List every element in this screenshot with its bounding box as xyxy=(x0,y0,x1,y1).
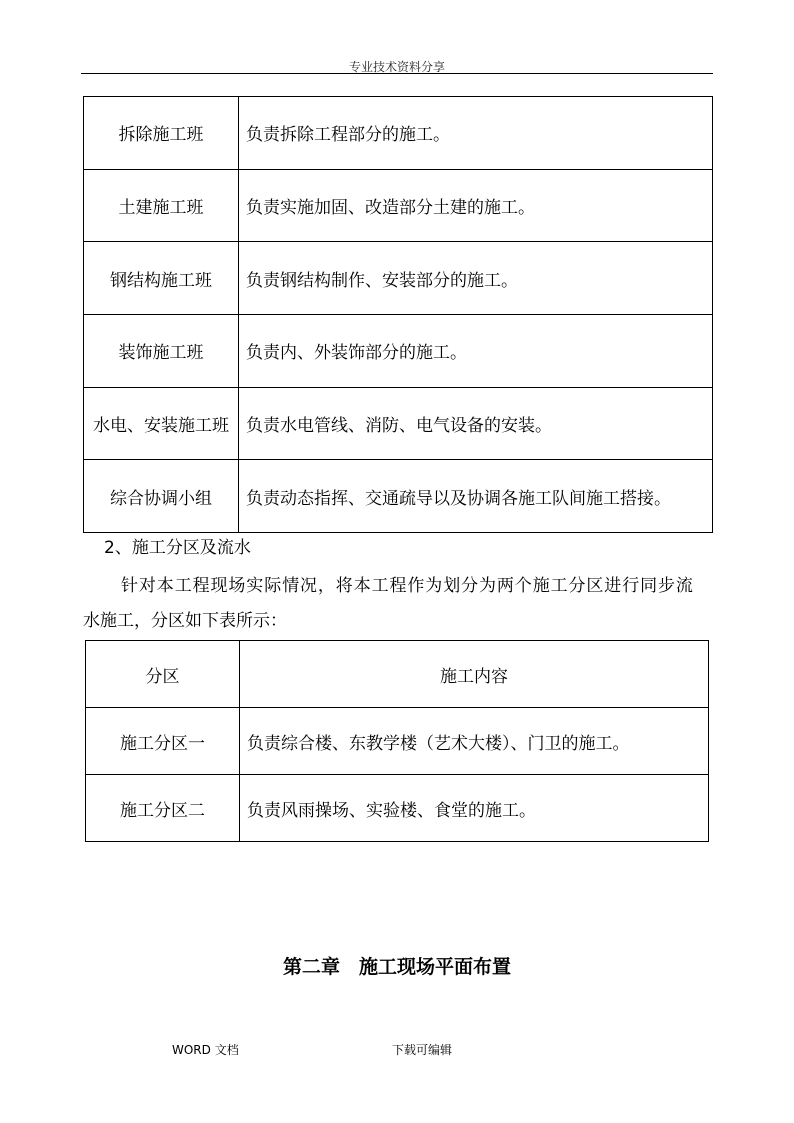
zone-name: 施工分区二 xyxy=(86,775,240,842)
section-heading: 2、施工分区及流水 xyxy=(104,538,251,558)
team-name: 装饰施工班 xyxy=(84,315,239,388)
construction-zone-table xyxy=(85,640,709,842)
page-header-title: 专业技术资料分享 xyxy=(348,60,445,74)
table-row xyxy=(84,460,713,533)
team-name: 拆除施工班 xyxy=(84,97,239,170)
table-row xyxy=(84,169,713,242)
team-duty: 负责内、外装饰部分的施工。 xyxy=(239,315,713,388)
table-row xyxy=(84,242,713,315)
paragraph-line: 水施工，分区如下表所示： xyxy=(83,611,287,631)
team-name: 土建施工班 xyxy=(84,169,239,242)
table-row xyxy=(84,315,713,388)
chapter-title: 第二章 施工现场平面布置 xyxy=(282,956,511,978)
column-header-zone: 分区 xyxy=(86,641,240,708)
team-duty: 负责水电管线、消防、电气设备的安装。 xyxy=(239,387,713,460)
table-row xyxy=(84,387,713,460)
team-name: 钢结构施工班 xyxy=(84,242,239,315)
paragraph-line: 针对本工程现场实际情况，将本工程作为划分为两个施工分区进行同步流 xyxy=(121,576,694,596)
zone-name: 施工分区一 xyxy=(86,708,240,775)
team-responsibility-table xyxy=(83,96,713,533)
column-header-content: 施工内容 xyxy=(240,641,709,708)
zone-content: 负责风雨操场、实验楼、食堂的施工。 xyxy=(240,775,709,842)
team-name: 水电、安装施工班 xyxy=(84,387,239,460)
header-divider xyxy=(81,73,713,74)
team-duty: 负责实施加固、改造部分土建的施工。 xyxy=(239,169,713,242)
team-duty: 负责拆除工程部分的施工。 xyxy=(239,97,713,170)
team-duty: 负责动态指挥、交通疏导以及协调各施工队间施工搭接。 xyxy=(239,460,713,533)
zone-content: 负责综合楼、东教学楼（艺术大楼）、门卫的施工。 xyxy=(240,708,709,775)
table-row xyxy=(86,775,709,842)
table-row xyxy=(84,97,713,170)
footer-right-text: 下载可编辑 xyxy=(392,1043,453,1057)
team-duty: 负责钢结构制作、安装部分的施工。 xyxy=(239,242,713,315)
table-header-row xyxy=(86,641,709,708)
footer-left-text: WORD 文档 xyxy=(172,1043,239,1057)
table-row xyxy=(86,708,709,775)
team-name: 综合协调小组 xyxy=(84,460,239,533)
